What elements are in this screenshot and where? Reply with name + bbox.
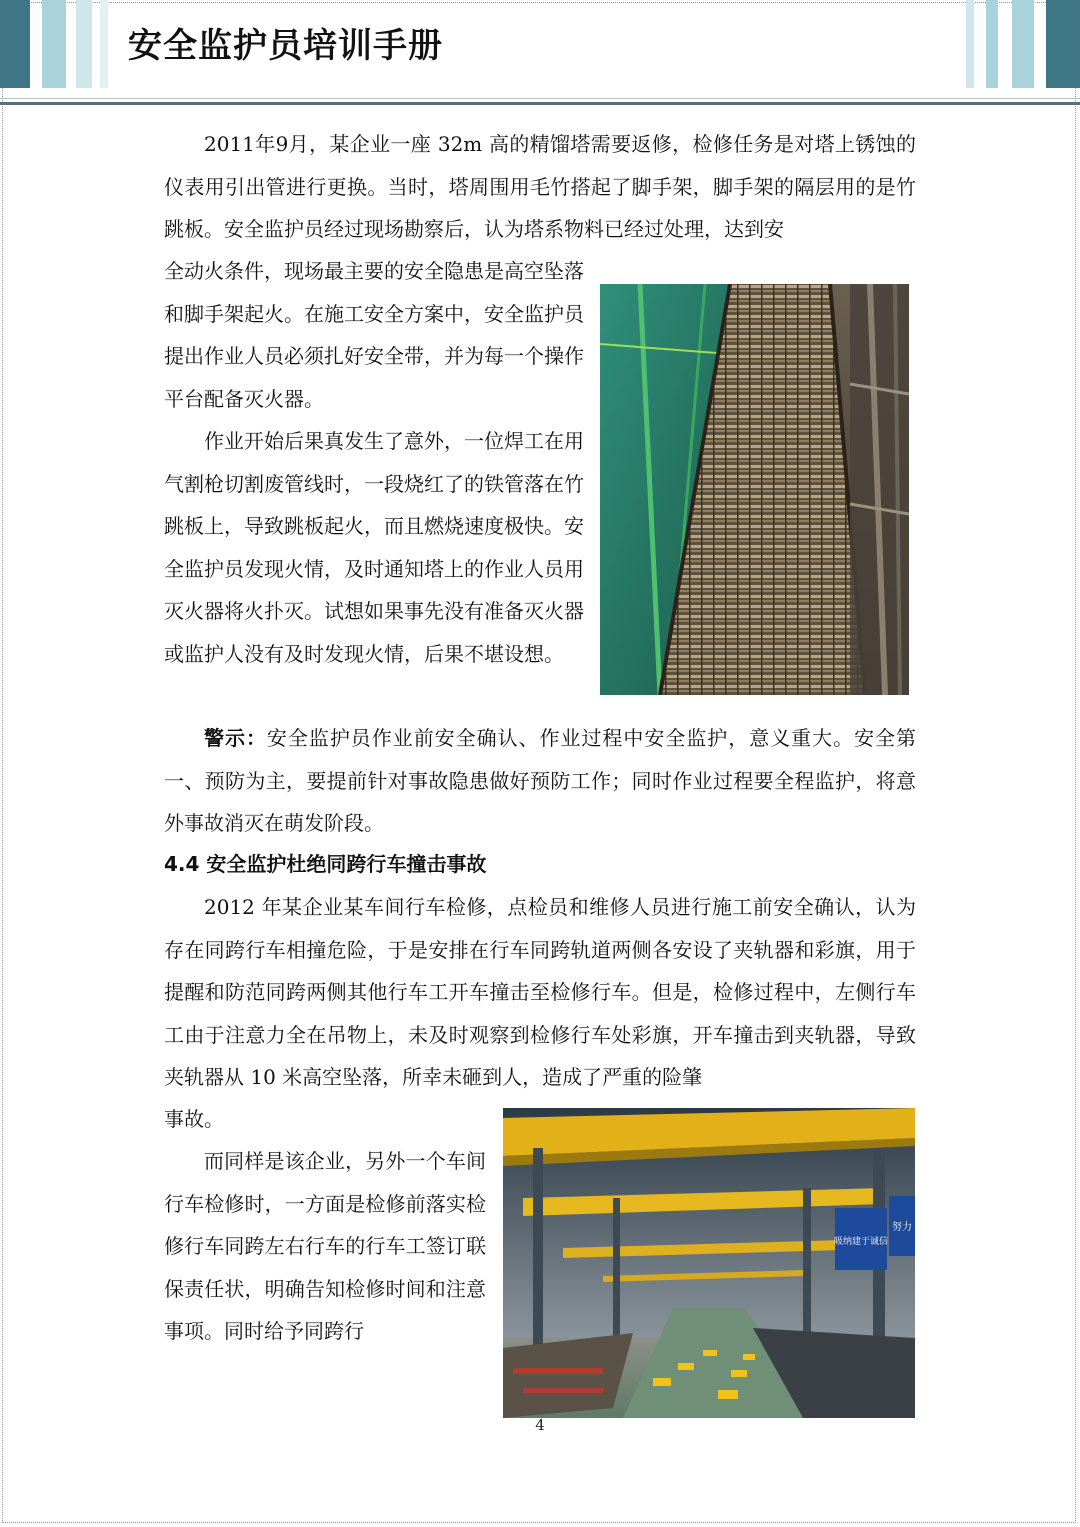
factory-sign-text: 吸纳建于诚信 [833,1237,889,1247]
page-header [0,0,1080,110]
paragraph-1-continuation: 全动火条件，现场最主要的安全隐患是高空坠落和脚手架起火。在施工安全方案中，安全监护员提出作业人员必须扎好安全带，并为每一个操作平台配备灭火器。 [164,259,584,411]
header-stripe [0,0,30,88]
bamboo-scaffold-photo [600,284,909,695]
page-number: 4 [535,1416,545,1434]
paragraph-3-continuation: 事故。 [164,1107,224,1131]
header-stripe [42,0,66,88]
warning-label: 警示： [204,726,267,750]
paragraph-4: 而同样是该企业，另外一个车间行车检修时，一方面是检修前落实检修行车同跨左右行车的行车工签订联保责任状，明确告知检修时间和注意事项。同时给予同跨行 [164,1149,486,1343]
warning-text: 安全监护员作业前安全确认、作业过程中安全监护，意义重大。安全第一、预防为主，要提前针对事故隐患做好预防工作；同时作业过程要全程监护，将意外事故消灭在萌发阶段。 [164,726,917,835]
header-rule [0,102,1080,105]
paragraph-3: 2012 年某企业某车间行车检修，点检员和维修人员进行施工前安全确认，认为存在同跨行车相撞危险，于是安排在行车同跨轨道两侧各安设了夹轨器和彩旗，用于提醒和防范同跨两侧其他行车工开车撞击至检修行车。但是，检修过程中，左侧行车工由于注意力全在吊物上，未及时观察到检修行车处彩旗，开车撞击到夹轨器，导致夹轨器从 10 米高空坠落，所幸未砸到人，造成了严重的险肇 [164,895,916,1089]
header-stripe [1046,0,1080,88]
header-stripe [986,0,998,88]
warning-paragraph [164,717,916,845]
factory-sign-text-2: 努力 [892,1222,912,1233]
section-heading: 4.4 安全监护杜绝同跨行车撞击事故 [164,852,487,876]
handbook-title: 安全监护员培训手册 [128,26,443,66]
header-stripe [966,0,974,88]
paragraph-2: 作业开始后果真发生了意外，一位焊工在用气割枪切割废管线时，一段烧红了的铁管落在竹跳板上，导致跳板起火，而且燃烧速度极快。安全监护员发现火情，及时通知塔上的作业人员用灭火器将火扑灭。试想如果事先没有准备灭火器或监护人没有及时发现火情，后果不堪设想。 [164,429,584,666]
header-stripe [100,0,108,88]
header-rule-light [0,98,1080,99]
header-stripe [76,0,92,88]
paragraph-1: 2011年9月，某企业一座 32m 高的精馏塔需要返修，检修任务是对塔上锈蚀的仪表用引出管进行更换。当时，塔周围用毛竹搭起了脚手架，脚手架的隔层用的是竹跳板。安全监护员经过现场勘察后，认为塔系物料已经过处理，达到安 [164,132,916,241]
header-stripe [1012,0,1034,88]
workshop-crane-photo [503,1108,915,1418]
